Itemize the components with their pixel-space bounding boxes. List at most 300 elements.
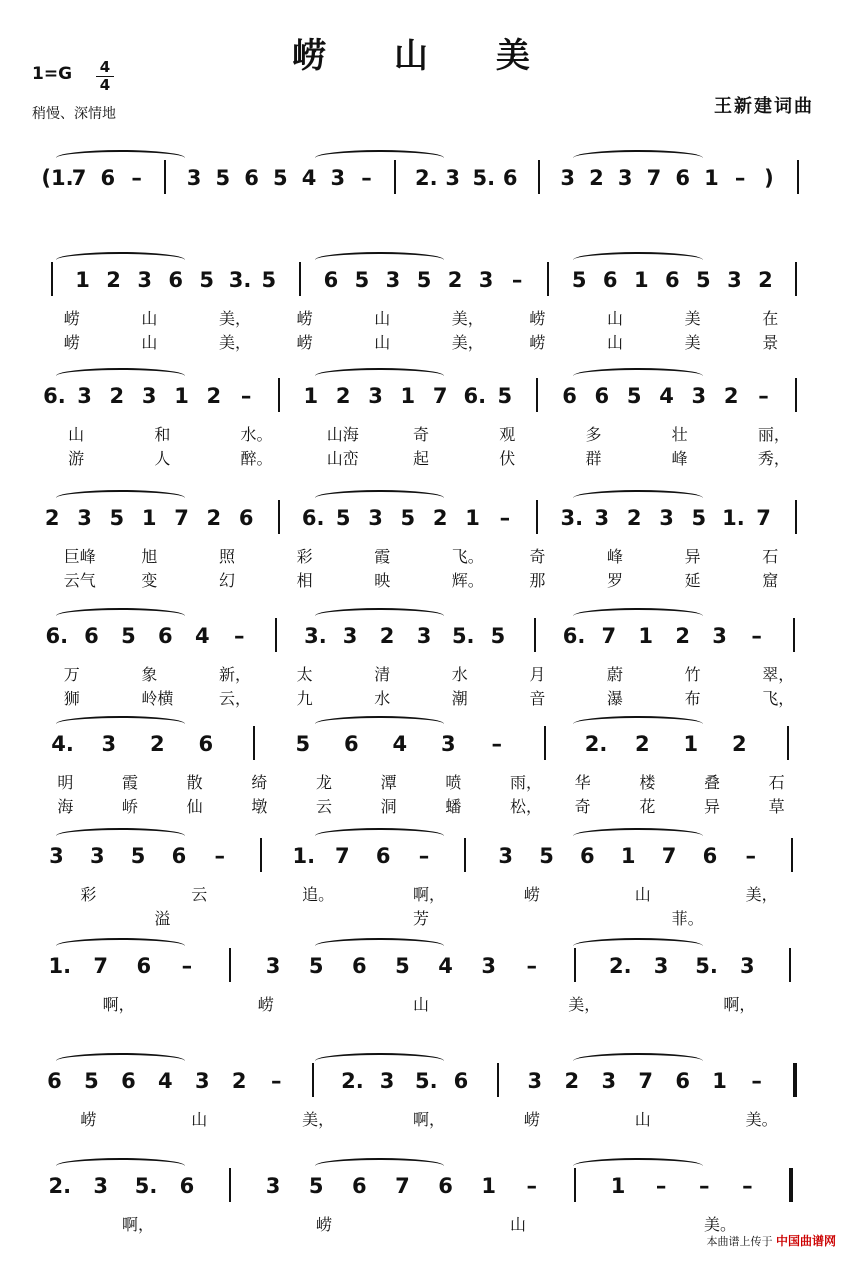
lyric-word: 九 bbox=[296, 689, 313, 708]
bar-line bbox=[229, 1168, 231, 1202]
lyric-word: 峰 bbox=[607, 547, 624, 566]
slur bbox=[315, 828, 444, 844]
note: – bbox=[745, 844, 756, 868]
notes-line bbox=[0, 262, 850, 302]
lyric-word: 崂 bbox=[63, 309, 80, 328]
lyric-word: 啊， bbox=[102, 995, 135, 1014]
note: 2 bbox=[44, 506, 60, 530]
bar-line bbox=[795, 500, 797, 534]
lyric-word: 太 bbox=[296, 665, 313, 684]
lyric-word: 霞 bbox=[374, 547, 391, 566]
note: 2. bbox=[609, 954, 632, 978]
note: 6 bbox=[171, 844, 187, 868]
note: 5 bbox=[130, 844, 146, 868]
slur bbox=[573, 828, 702, 844]
footer-site: 中国曲谱网 bbox=[775, 1234, 836, 1248]
note: – bbox=[214, 844, 226, 868]
lyric-word: 巨峰 bbox=[63, 547, 96, 566]
bar-line bbox=[464, 838, 466, 872]
lyric-word: 绮 bbox=[251, 773, 268, 792]
lyric-word: 异 bbox=[684, 547, 701, 566]
note: 2 bbox=[589, 166, 604, 190]
note: 3 bbox=[653, 954, 669, 978]
notes-line bbox=[0, 618, 850, 658]
lyric-word: 美 bbox=[684, 309, 701, 328]
note: 6 bbox=[665, 268, 680, 292]
lyric-word: 变 bbox=[141, 571, 158, 590]
note: 2. bbox=[415, 166, 438, 190]
author-credit: 王新建词曲 bbox=[714, 96, 814, 117]
note: 5. bbox=[695, 954, 718, 978]
note: 4 bbox=[438, 954, 453, 978]
note: 1 bbox=[303, 384, 319, 408]
note: 6 bbox=[100, 166, 116, 190]
notes-line bbox=[0, 160, 850, 200]
note: 6 bbox=[158, 624, 173, 648]
slur bbox=[315, 938, 444, 954]
slur bbox=[56, 490, 185, 506]
song-title: 崂 山 美 bbox=[292, 36, 558, 76]
note: 3 bbox=[186, 166, 202, 190]
note: 1 bbox=[75, 268, 90, 292]
note: 3 bbox=[265, 954, 281, 978]
lyric-word: 石 bbox=[768, 773, 785, 792]
slur bbox=[56, 150, 185, 166]
slur bbox=[315, 716, 444, 732]
lyric-word: 崂 bbox=[523, 1110, 540, 1129]
lyric-word: 崂 bbox=[529, 309, 546, 328]
note: 2 bbox=[335, 384, 351, 408]
lyric-word: 云 bbox=[191, 885, 208, 904]
note: 5 bbox=[261, 268, 277, 292]
note: 3. bbox=[228, 268, 252, 292]
slur bbox=[56, 1053, 185, 1069]
note: 5. bbox=[134, 1174, 158, 1198]
slur bbox=[315, 368, 444, 384]
note: 2 bbox=[634, 732, 650, 756]
bar-line bbox=[275, 618, 277, 652]
note: 1 bbox=[481, 1174, 496, 1198]
note: 1 bbox=[400, 384, 416, 408]
note: 5. bbox=[472, 166, 496, 190]
tempo-marking: 稍慢、深情地 bbox=[32, 106, 116, 122]
lyric-word: 旭 bbox=[141, 547, 158, 566]
note: – bbox=[491, 732, 502, 756]
note: 1 bbox=[712, 1069, 727, 1093]
note: 7 bbox=[93, 954, 108, 978]
note: 2. bbox=[48, 1174, 72, 1198]
note: 3 bbox=[691, 384, 707, 408]
slur bbox=[315, 252, 444, 268]
note: – bbox=[181, 954, 193, 978]
note: 6 bbox=[323, 268, 339, 292]
notes-line bbox=[0, 948, 850, 988]
note: 2 bbox=[109, 384, 125, 408]
note: – bbox=[233, 624, 245, 648]
bar-line bbox=[795, 262, 797, 296]
note: 5 bbox=[199, 268, 215, 292]
bar-line bbox=[791, 838, 793, 872]
bar-line bbox=[544, 726, 546, 760]
note: – bbox=[526, 1174, 538, 1198]
note: – bbox=[418, 844, 430, 868]
slur bbox=[573, 368, 702, 384]
note: 5 bbox=[497, 384, 513, 408]
notes-line bbox=[0, 500, 850, 540]
lyric-word: 崂 bbox=[63, 333, 80, 352]
note: 6 bbox=[502, 166, 518, 190]
lyric-word: 山 bbox=[141, 333, 158, 352]
note: 6 bbox=[352, 1174, 367, 1198]
lyric-word: 万 bbox=[63, 665, 80, 684]
note: ) bbox=[764, 166, 774, 190]
lyric-word: 啊， bbox=[723, 995, 756, 1014]
lyric-word: 蟠 bbox=[445, 797, 462, 816]
note: 1. bbox=[292, 844, 316, 868]
bar-line bbox=[299, 262, 301, 296]
lyric-word: 清 bbox=[374, 665, 391, 684]
note: 3 bbox=[594, 506, 610, 530]
bar-line bbox=[538, 160, 540, 194]
note: (1. bbox=[41, 166, 74, 190]
note: 5 bbox=[121, 624, 136, 648]
lyric-word: 山峦 bbox=[326, 449, 359, 468]
lyric-word: 潮 bbox=[451, 689, 468, 708]
bar-line bbox=[51, 262, 53, 296]
bar-line bbox=[536, 500, 538, 534]
lyric-word: 龙 bbox=[316, 773, 333, 792]
note: 5. bbox=[451, 624, 475, 648]
bar-line bbox=[534, 618, 536, 652]
lyric-word: 啊， bbox=[413, 885, 446, 904]
lyric-word: 彩 bbox=[296, 547, 313, 566]
note: 2 bbox=[626, 506, 642, 530]
lyric-word: 崂 bbox=[316, 1215, 333, 1234]
note: 6 bbox=[580, 844, 595, 868]
note: 6 bbox=[594, 384, 610, 408]
lyric-word: 明 bbox=[57, 773, 74, 792]
note: 6 bbox=[352, 954, 367, 978]
notes-line bbox=[0, 838, 850, 878]
note: 6 bbox=[198, 732, 214, 756]
lyric-word: 幻 bbox=[219, 571, 236, 590]
slur bbox=[56, 368, 185, 384]
note: 2 bbox=[731, 732, 747, 756]
note: 1 bbox=[465, 506, 480, 530]
note: 3 bbox=[659, 506, 674, 530]
lyric-word: 水 bbox=[451, 665, 468, 684]
lyric-word: 延 bbox=[684, 571, 701, 590]
slur bbox=[573, 490, 702, 506]
note: 6 bbox=[121, 1069, 136, 1093]
lyric-word: 峰 bbox=[671, 449, 688, 468]
note: 3 bbox=[385, 268, 401, 292]
slur bbox=[573, 1158, 702, 1174]
note: 6 bbox=[453, 1069, 469, 1093]
lyric-word: 山 bbox=[634, 885, 651, 904]
note: 3 bbox=[368, 506, 383, 530]
bar-line bbox=[253, 726, 255, 760]
lyric-word: 壮 bbox=[671, 425, 688, 444]
note: 2 bbox=[758, 268, 773, 292]
lyric-word: 溢 bbox=[154, 909, 171, 928]
lyric-word: 芳 bbox=[413, 909, 430, 928]
note: 3 bbox=[712, 624, 727, 648]
lyric-word: 美， bbox=[745, 885, 778, 904]
lyric-word: 音 bbox=[529, 689, 546, 708]
note: 2. bbox=[584, 732, 608, 756]
note: 3 bbox=[101, 732, 117, 756]
note: 7 bbox=[432, 384, 448, 408]
note: – bbox=[511, 268, 523, 292]
slur bbox=[315, 490, 444, 506]
note: – bbox=[751, 1069, 762, 1093]
lyric-word: 山海 bbox=[326, 425, 359, 444]
note: 1 bbox=[610, 1174, 626, 1198]
note: – bbox=[499, 506, 511, 530]
lyric-word: 松， bbox=[510, 797, 543, 816]
lyric-word: 群 bbox=[585, 449, 602, 468]
lyric-word: 崂 bbox=[257, 995, 274, 1014]
note: 2 bbox=[432, 506, 448, 530]
bar-line bbox=[312, 1063, 314, 1097]
lyric-word: 水。 bbox=[240, 425, 273, 444]
note: 3 bbox=[77, 506, 92, 530]
note: 3 bbox=[481, 954, 496, 978]
note: 4. bbox=[51, 732, 74, 756]
bar-line bbox=[793, 618, 795, 652]
slur bbox=[56, 828, 185, 844]
note: 4 bbox=[301, 166, 317, 190]
note: 6 bbox=[136, 954, 152, 978]
note: 3 bbox=[440, 732, 456, 756]
slur bbox=[315, 608, 444, 624]
lyric-word: 山 bbox=[141, 309, 158, 328]
note: 7 bbox=[71, 166, 87, 190]
note: 6 bbox=[168, 268, 183, 292]
note: 7 bbox=[395, 1174, 410, 1198]
note: 6 bbox=[179, 1174, 195, 1198]
note: 5 bbox=[626, 384, 642, 408]
note: 5 bbox=[295, 732, 311, 756]
note: 5 bbox=[272, 166, 288, 190]
lyric-word: 瀑 bbox=[607, 689, 624, 708]
note: 1 bbox=[141, 506, 157, 530]
note: 3 bbox=[137, 268, 152, 292]
lyric-word: 月 bbox=[529, 665, 546, 684]
note: 2 bbox=[231, 1069, 247, 1093]
note: 5 bbox=[308, 954, 324, 978]
note: 1 bbox=[620, 844, 636, 868]
note: 5 bbox=[308, 1174, 324, 1198]
lyric-word: 美。 bbox=[704, 1215, 737, 1234]
note: 5 bbox=[84, 1069, 99, 1093]
time-top: 4 bbox=[99, 58, 111, 76]
lyric-word: 新， bbox=[219, 665, 252, 684]
bar-line bbox=[789, 948, 791, 982]
note: 3 bbox=[77, 384, 92, 408]
note: 4 bbox=[194, 624, 210, 648]
lyric-word: 墩 bbox=[251, 797, 268, 816]
note: 7 bbox=[638, 1069, 654, 1093]
note: – bbox=[734, 166, 746, 190]
note: 6 bbox=[375, 844, 391, 868]
lyric-word: 海 bbox=[57, 797, 74, 816]
note: 3 bbox=[560, 166, 576, 190]
note: 5 bbox=[696, 268, 711, 292]
lyric-word: 游 bbox=[68, 449, 85, 468]
note: – bbox=[240, 384, 252, 408]
note: 3 bbox=[265, 1174, 281, 1198]
lyric-word: 美， bbox=[219, 309, 252, 328]
slur bbox=[573, 608, 702, 624]
note: 2 bbox=[564, 1069, 580, 1093]
note: 3 bbox=[740, 954, 755, 978]
lyric-word: 美， bbox=[451, 309, 484, 328]
notes-line bbox=[0, 726, 850, 766]
note: 6 bbox=[675, 1069, 690, 1093]
note: 3 bbox=[93, 1174, 108, 1198]
note: 7 bbox=[756, 506, 771, 530]
note: 6. bbox=[562, 624, 586, 648]
lyric-word: 丽， bbox=[757, 425, 790, 444]
lyric-word: 喷 bbox=[445, 773, 462, 792]
note: 3 bbox=[194, 1069, 210, 1093]
lyric-word: 山 bbox=[374, 309, 391, 328]
lyric-word: 窟 bbox=[762, 571, 779, 590]
slur bbox=[56, 608, 185, 624]
lyric-word: 山 bbox=[634, 1110, 651, 1129]
note: 3 bbox=[617, 166, 633, 190]
lyric-word: 观 bbox=[499, 425, 516, 444]
lyric-word: 伏 bbox=[499, 449, 516, 468]
lyric-word: 崂 bbox=[523, 885, 540, 904]
lyric-word: 狮 bbox=[63, 689, 80, 708]
note: 3 bbox=[141, 384, 157, 408]
lyric-word: 美， bbox=[302, 1110, 335, 1129]
lyric-word: 起 bbox=[413, 449, 430, 468]
lyric-word: 异 bbox=[704, 797, 721, 816]
time-signature bbox=[96, 60, 114, 93]
note: 5 bbox=[109, 506, 125, 530]
lyric-word: 美， bbox=[568, 995, 601, 1014]
note: 3 bbox=[89, 844, 105, 868]
note: 3 bbox=[379, 1069, 395, 1093]
lyric-word: 象 bbox=[141, 665, 158, 684]
note: 2 bbox=[106, 268, 121, 292]
lyric-word: 山 bbox=[607, 333, 624, 352]
lyric-word: 山 bbox=[607, 309, 624, 328]
note: – bbox=[131, 166, 142, 190]
note: 2 bbox=[723, 384, 739, 408]
note: 3 bbox=[601, 1069, 617, 1093]
lyric-word: 华 bbox=[574, 773, 591, 792]
note: 6 bbox=[238, 506, 254, 530]
slur bbox=[573, 252, 702, 268]
note: – bbox=[758, 384, 769, 408]
note: 4 bbox=[659, 384, 674, 408]
note: 6. bbox=[301, 506, 325, 530]
lyric-word: 追。 bbox=[302, 885, 335, 904]
note: – bbox=[270, 1069, 282, 1093]
footer-prefix: 本曲谱上传于 bbox=[706, 1235, 773, 1248]
note: 2 bbox=[206, 506, 222, 530]
lyric-word: 云 bbox=[316, 797, 333, 816]
notes-line bbox=[0, 378, 850, 418]
note: 6 bbox=[47, 1069, 62, 1093]
lyric-word: 景 bbox=[762, 333, 779, 352]
note: 2 bbox=[379, 624, 395, 648]
lyric-word: 崂 bbox=[296, 309, 313, 328]
lyric-word: 山 bbox=[413, 995, 430, 1014]
note: 3 bbox=[445, 166, 461, 190]
note: 6. bbox=[463, 384, 487, 408]
lyric-word: 美。 bbox=[745, 1110, 778, 1129]
note: 1 bbox=[638, 624, 654, 648]
note: 2 bbox=[675, 624, 690, 648]
note: 6 bbox=[343, 732, 359, 756]
note: 3 bbox=[727, 268, 742, 292]
note: 3 bbox=[527, 1069, 543, 1093]
note: 1. bbox=[722, 506, 745, 530]
note: 3 bbox=[498, 844, 513, 868]
lyric-word: 山 bbox=[68, 425, 85, 444]
note: 7 bbox=[601, 624, 617, 648]
note: 5 bbox=[691, 506, 707, 530]
note: 5 bbox=[215, 166, 231, 190]
lyric-word: 布 bbox=[684, 689, 701, 708]
note: 5 bbox=[571, 268, 587, 292]
lyric-word: 照 bbox=[219, 547, 236, 566]
lyric-word: 映 bbox=[374, 571, 391, 590]
note: 5 bbox=[539, 844, 554, 868]
lyric-word: 蔚 bbox=[607, 665, 624, 684]
slur bbox=[573, 716, 702, 732]
lyric-word: 仙 bbox=[186, 797, 203, 816]
lyric-word: 飞， bbox=[762, 689, 795, 708]
bar-line bbox=[497, 1063, 499, 1097]
note: 5 bbox=[354, 268, 370, 292]
note: 1. bbox=[48, 954, 72, 978]
note: 3 bbox=[330, 166, 346, 190]
note: 5 bbox=[335, 506, 351, 530]
note: 7 bbox=[661, 844, 677, 868]
lyric-word: 云， bbox=[219, 689, 252, 708]
note: 3. bbox=[560, 506, 584, 530]
lyric-word: 水 bbox=[374, 689, 391, 708]
note: 1 bbox=[704, 166, 719, 190]
note: 6 bbox=[438, 1174, 453, 1198]
lyric-word: 霞 bbox=[122, 773, 139, 792]
note: – bbox=[698, 1174, 710, 1198]
footer-credit bbox=[706, 1232, 836, 1249]
note: 5 bbox=[416, 268, 432, 292]
note: 3 bbox=[416, 624, 432, 648]
note: – bbox=[361, 166, 372, 190]
bar-line bbox=[229, 948, 231, 982]
note: 3. bbox=[304, 624, 327, 648]
lyric-word: 美 bbox=[684, 333, 701, 352]
lyric-word: 相 bbox=[296, 571, 313, 590]
notes-line bbox=[0, 1063, 850, 1103]
bar-line bbox=[793, 1063, 797, 1097]
note: 6 bbox=[602, 268, 618, 292]
slur bbox=[573, 1053, 702, 1069]
lyric-word: 潭 bbox=[380, 773, 397, 792]
note: – bbox=[526, 954, 538, 978]
lyric-word: 菲。 bbox=[671, 909, 704, 928]
slur bbox=[315, 1053, 444, 1069]
